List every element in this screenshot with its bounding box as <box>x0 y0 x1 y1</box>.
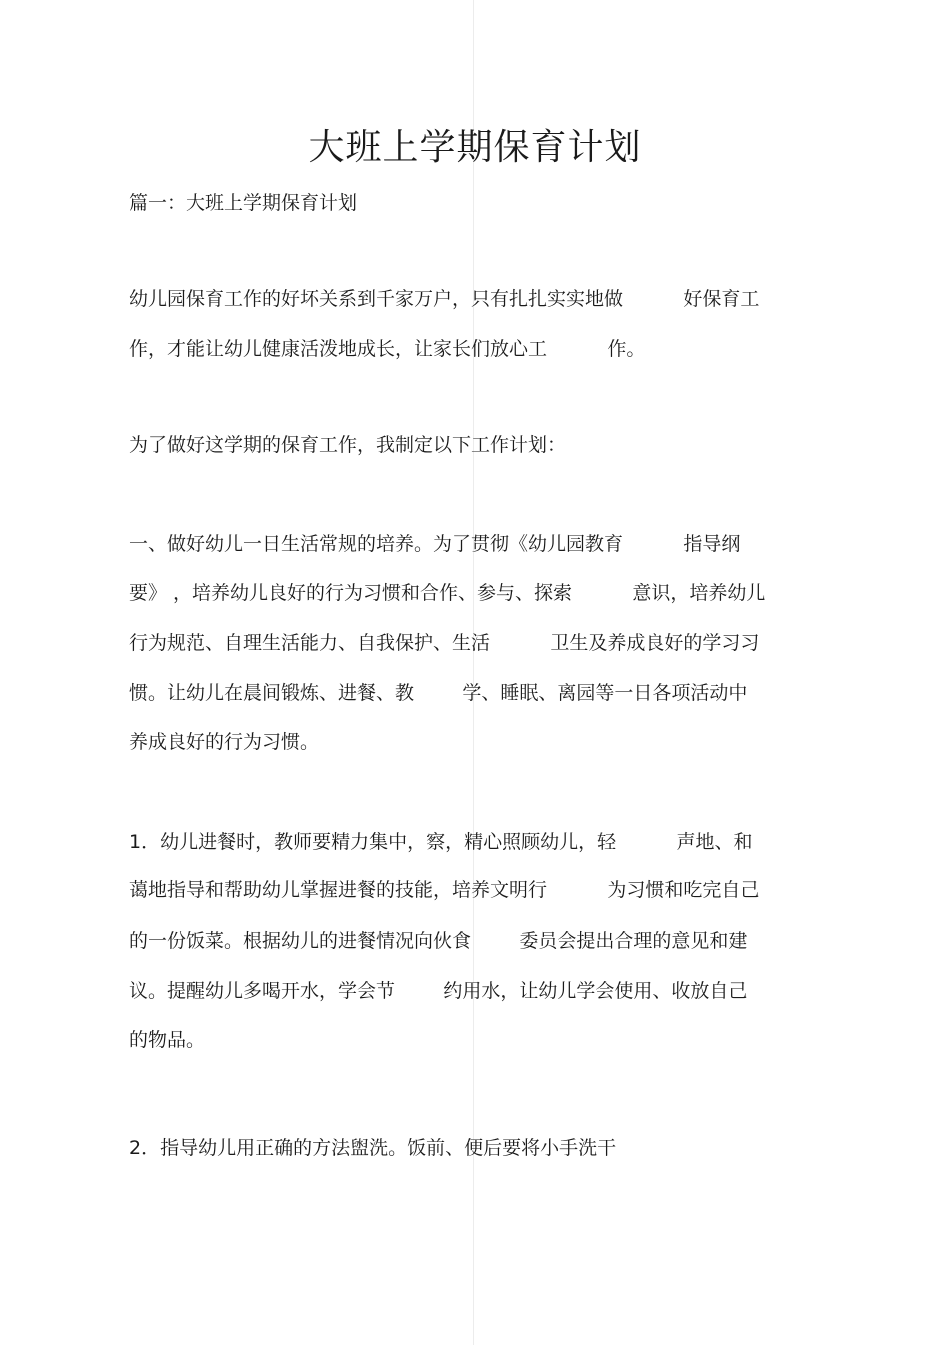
paragraph-line: 蔼地指导和帮助幼儿掌握进餐的技能，培养文明行 为习惯和吃完自己 <box>129 879 760 901</box>
paragraph-line: 要》 ，培养幼儿良好的行为习惯和合作、参与、探索 意识，培养幼儿 <box>129 582 766 604</box>
paragraph-line: 行为规范、自理生活能力、自我保护、生活 卫生及养成良好的学习习 <box>129 632 760 654</box>
paragraph-line: 幼儿园保育工作的好坏关系到千家万户，只有扎扎实实地做 好保育工 <box>129 288 760 310</box>
paragraph-line: 为了做好这学期的保育工作，我制定以下工作计划： <box>129 434 567 456</box>
paragraph-line: 议。提醒幼儿多喝开水，学会节 约用水，让幼儿学会使用、收放自己 <box>129 980 748 1002</box>
paragraph-line: 2．指导幼儿用正确的方法盥洗。饭前、便后要将小手洗干 <box>129 1137 617 1159</box>
document-title: 大班上学期保育计划 <box>308 127 642 168</box>
paragraph-line: 惯。让幼儿在晨间锻炼、进餐、教 学、睡眠、离园等一日各项活动中 <box>129 682 748 704</box>
paragraph-line: 作，才能让幼儿健康活泼地成长，让家长们放心工 作。 <box>129 338 646 360</box>
paragraph-line: 1．幼儿进餐时，教师要精力集中，察，精心照顾幼儿，轻 声地、和 <box>129 831 753 853</box>
document-subtitle: 篇一：大班上学期保育计划 <box>129 192 358 214</box>
paragraph-line: 养成良好的行为习惯。 <box>129 731 320 753</box>
paragraph-line: 的一份饭菜。根据幼儿的进餐情况向伙食 委员会提出合理的意见和建 <box>129 930 748 952</box>
paragraph-line: 的物品。 <box>129 1029 206 1051</box>
paragraph-line: 一、做好幼儿一日生活常规的培养。为了贯彻《幼儿园教育 指导纲 <box>129 533 741 555</box>
